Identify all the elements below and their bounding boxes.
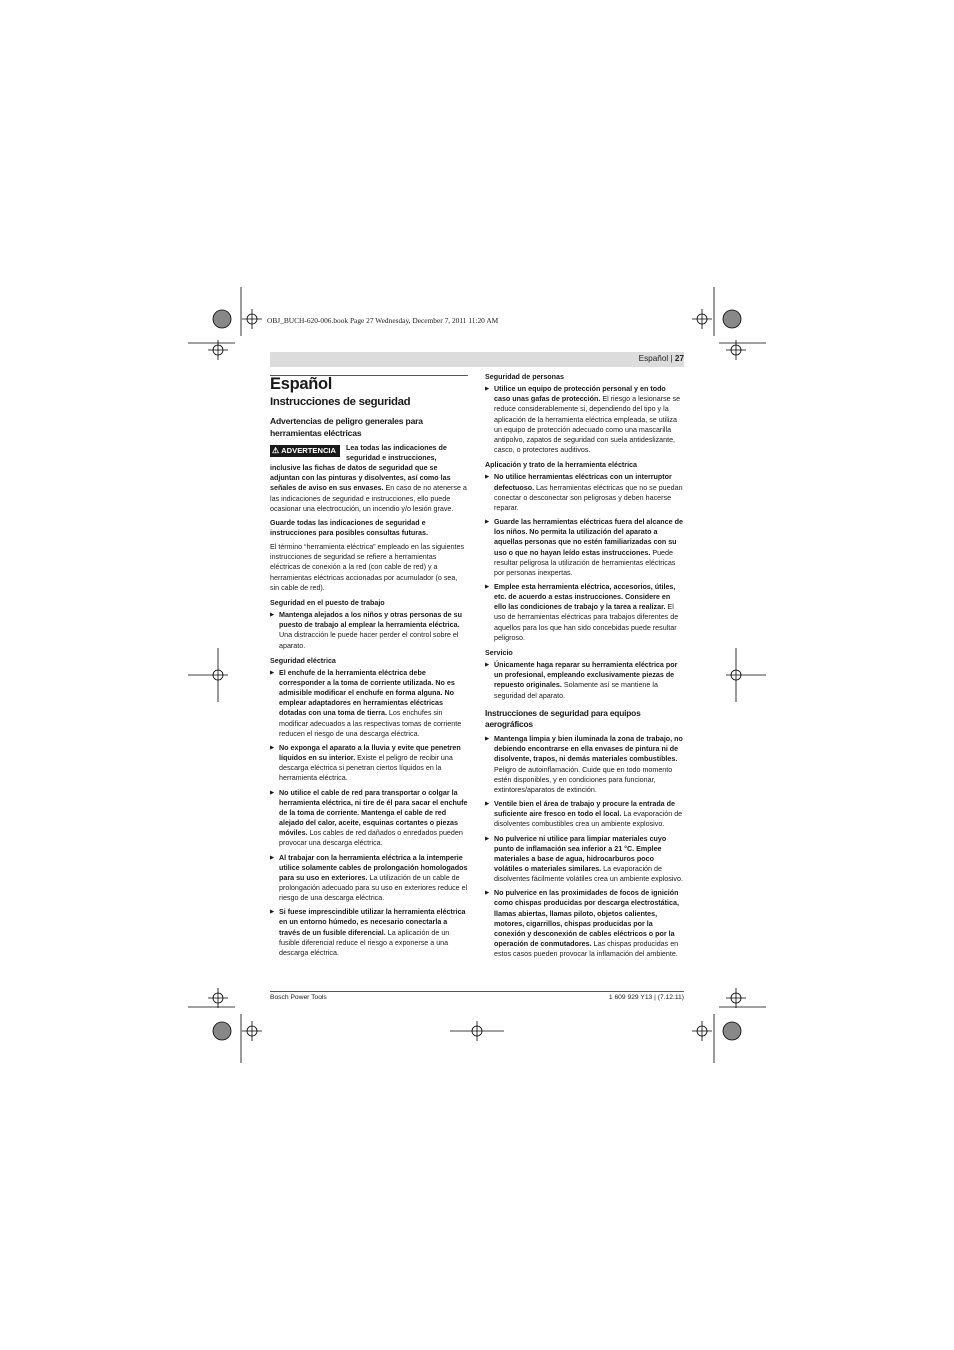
section-title: Instrucciones de seguridad	[270, 396, 411, 409]
list-item-text: Solamente así se mantiene la seguridad del aparato.	[494, 681, 658, 700]
list-item	[485, 660, 684, 701]
list-item-text: La utilización de un cable de prolongación adecuado para su uso en exteriores reduce el riesgo de una descarga eléctrica.	[279, 873, 468, 903]
work-area-heading: Seguridad en el puesto de trabajo	[270, 598, 385, 607]
subsection-title: Advertencias de peligro generales para herramientas eléctricas	[270, 416, 423, 438]
term-definition: El término “herramienta eléctrica” empleado en las siguientes instrucciones de seguridad se refiere a herramientas eléctricas de conexión a la red (con cable de red) y a herramientas eléctricas accionadas por acumulador (o sea, sin cable de red).	[270, 543, 465, 592]
list-item-text: Las herramientas eléctricas que no se puedan conectar o desconectar son peligrosas y deben hacerse reparar.	[494, 483, 683, 512]
print-info-line: OBJ_BUCH-620-006.book Page 27 Wednesday, December 7, 2011 11:20 AM	[267, 316, 499, 325]
header-language: Español	[638, 354, 669, 363]
service-heading: Servicio	[485, 648, 513, 657]
list-item-bold: Guarde las herramientas eléctricas fuera del alcance de los niños. No permita la utilización del aparato a aquellas personas que no estén familiarizadas con su uso o que no hayan leído estas instrucciones.	[494, 518, 683, 557]
list-item-text: Puede resultar peligrosa la utilización de herramientas eléctricas por personas inexpertas.	[494, 548, 676, 577]
footer-brand: Bosch Power Tools	[270, 994, 327, 1001]
personal-heading: Seguridad de personas	[485, 373, 564, 381]
list-item-text: La evaporación de disolventes fácilmente volátiles crea un ambiente explosivo.	[494, 864, 683, 884]
list-item	[270, 743, 468, 784]
list-item-bold: Mantenga alejados a los niños y otras personas de su puesto de trabajo al emplear la herramienta eléctrica.	[279, 611, 462, 630]
list-item-bold: No utilice el cable de red para transportar o colgar la herramienta eléctrica, ni tire de él para sacar el enchufe de la toma de corriente. Mantenga el cable de red alejado del calor, aceite, esquinas cortantes o piezas móviles.	[279, 788, 468, 838]
list-item-bold: No utilice herramientas eléctricas con un interruptor defectuoso.	[494, 473, 672, 492]
list-item	[485, 472, 684, 513]
list-item-text: Existe el peligro de recibir una descarga eléctrica si penetran ciertos líquidos en la herramienta eléctrica.	[279, 754, 453, 783]
electrical-heading: Seguridad eléctrica	[270, 656, 336, 665]
list-item-text: El uso de herramientas eléctricas para trabajos diferentes de aquellos para los que han sido concebidas puede resultar peligroso.	[494, 603, 679, 642]
list-item	[270, 907, 468, 958]
list-item-text: Los enchufes sin modificar adecuados a las respectivas tomas de corriente reducen el riesgo de una descarga eléctrica.	[279, 709, 462, 738]
warning-label: ADVERTENCIA	[281, 445, 337, 455]
spray-heading: Instrucciones de seguridad para equipos aerográficos	[485, 707, 641, 729]
left-column	[270, 372, 468, 962]
list-item	[270, 853, 468, 904]
list-item-text: El riesgo a lesionarse se reduce considerablemente si, dependiendo del tipo y la aplicación de la herramienta eléctrica empleada, se utiliza un equipo de protección adecuado como una mascarilla antipolvo, zapatos de seguridad con suela antideslizante, casco, o protectores auditivos.	[494, 395, 681, 455]
use-care-heading: Aplicación y trato de la herramienta eléctrica	[485, 461, 637, 470]
list-item-text: La evaporación de disolventes combustibles crea un ambiente explosivo.	[494, 810, 683, 829]
footer-rule	[270, 991, 684, 992]
list-item-bold: Ventile bien el área de trabajo y procure la entrada de suficiente aire fresco en todo el local.	[494, 800, 675, 819]
list-item-bold: Emplee esta herramienta eléctrica, accesorios, útiles, etc. de acuerdo a estas instrucciones. Considere en ello las condiciones de trabajo y la tarea a realizar.	[494, 582, 676, 612]
list-item	[485, 582, 684, 643]
list-item	[270, 610, 468, 651]
header-bar	[270, 352, 684, 367]
list-item-bold: El enchufe de la herramienta eléctrica debe corresponder a la toma de corriente utilizada. No es admisible modificar el enchufe en forma alguna. No emplear adaptadores en herramientas eléctricas dotadas con una toma de tierra.	[279, 668, 455, 718]
list-item-bold: Al trabajar con la herramienta eléctrica a la intemperie utilice solamente cables de prolongación homologados para su uso en exteriores.	[279, 853, 468, 882]
list-item	[485, 734, 684, 795]
keep-instructions: Guarde todas las indicaciones de seguridad e instrucciones para posibles consultas futuras.	[270, 518, 428, 537]
list-item-text: Una distracción le puede hacer perder el control sobre el aparato.	[279, 631, 459, 650]
page-title: Español	[270, 375, 333, 393]
warning-triangle-icon: ⚠	[272, 445, 280, 455]
page-number: 27	[674, 354, 684, 363]
warning-badge	[270, 445, 340, 457]
list-item-text: Peligro de autoinflamación. Cuide que en todo momento estén disponibles, y en condiciones para funcionar, extintores/aparatos de extinción.	[494, 765, 673, 794]
footer-doc-number: 1 609 929 Y13 | (7.12.11)	[608, 994, 684, 1001]
list-item-bold: No pulverice en las proximidades de focos de ignición como chispas producidas por descarga electrostática, llamas abiertas, llamas piloto, objetos calientes, motores, cigarrillos, chispas producidas por la conexión y desconexión de cables eléctricos o por la operación de conmutadores.	[494, 889, 679, 949]
intro-bold: Lea todas las indicaciones de seguridad e instrucciones, inclusive las fichas de datos de seguridad que se adjuntan con las pinturas y disolventes, así como las señales de aviso en sus envases.	[270, 443, 451, 493]
list-item	[485, 384, 684, 455]
list-item-bold: No exponga el aparato a la lluvia y evite que penetren líquidos en su interior.	[279, 743, 461, 763]
right-column	[485, 372, 684, 963]
list-item-bold: No pulverice ni utilice para limpiar materiales cuyo punto de inflamación sea inferior a 21 °C. Emplee materiales a base de agua, hidrocarburos poco volátiles o materiales similares.	[494, 834, 667, 873]
list-item	[485, 888, 684, 959]
page-header	[639, 354, 684, 363]
list-item	[270, 788, 468, 849]
list-item-text: Los cables de red dañados o enredados pueden provocar una descarga eléctrica.	[279, 829, 463, 848]
list-item	[485, 799, 684, 829]
list-item	[485, 517, 684, 578]
list-item-bold: Si fuese imprescindible utilizar la herramienta eléctrica en un entorno húmedo, es necesario conectarla a través de un fusible diferencial.	[279, 908, 466, 937]
intro-text: En caso de no atenerse a las indicaciones de seguridad e instrucciones, ello puede ocasionar una electrocución, un incendio y/o lesión grave.	[270, 484, 467, 513]
list-item	[270, 668, 468, 739]
header-separator: |	[668, 354, 675, 363]
list-item-bold: Mantenga limpia y bien iluminada la zona de trabajo, no debiendo encontrarse en ella envases de pintura ni de disolvente, trapos, ni demás materiales combustibles.	[494, 735, 683, 764]
list-item-text: Las chispas producidas en estos casos pueden provocar la inflamación del ambiente.	[494, 940, 679, 959]
list-item-bold: Utilice un equipo de protección personal y en todo caso unas gafas de protección.	[494, 385, 666, 404]
list-item-bold: Únicamente haga reparar su herramienta eléctrica por un profesional, empleando exclusivamente piezas de repuesto originales.	[494, 661, 678, 690]
list-item	[485, 834, 684, 885]
intro-paragraph	[270, 443, 468, 514]
list-item-text: La aplicación de un fusible diferencial reduce el riesgo a exponerse a una descarga eléctrica.	[279, 928, 450, 957]
